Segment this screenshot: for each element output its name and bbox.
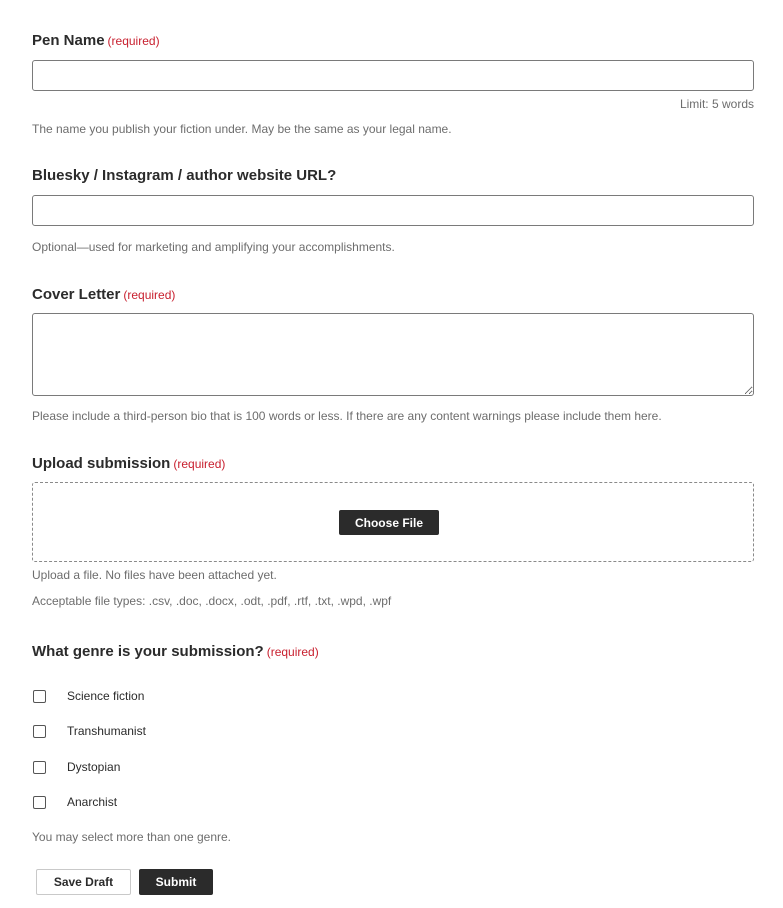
genre-option-label: Transhumanist (67, 724, 146, 738)
genre-option-label: Anarchist (67, 795, 118, 809)
required-indicator: (required) (107, 34, 160, 48)
cover-letter-help: Please include a third-person bio that is 100 words or less. If there are any content warnings please include them here. (32, 409, 662, 423)
file-dropzone[interactable] (32, 482, 754, 562)
upload-label-text: Upload submission (32, 455, 171, 472)
upload-status: Upload a file. No files have been attached yet. (32, 568, 277, 582)
required-indicator: (required) (266, 645, 319, 659)
genre-help: You may select more than one genre. (32, 830, 232, 844)
genre-label (32, 643, 319, 660)
cover-letter-label-text: Cover Letter (32, 286, 121, 303)
genre-checkbox-dystopian[interactable] (33, 761, 46, 774)
required-indicator: (required) (123, 288, 176, 302)
genre-checkbox-transhumanist[interactable] (33, 725, 46, 738)
social-url-input[interactable] (32, 195, 754, 226)
genre-option-science-fiction[interactable] (32, 688, 145, 704)
choose-file-button[interactable]: Choose File (339, 510, 439, 535)
pen-name-label (32, 32, 160, 49)
pen-name-word-limit: Limit: 5 words (679, 97, 754, 111)
cover-letter-textarea[interactable] (32, 313, 754, 396)
pen-name-help: The name you publish your fiction under. May be the same as your legal name. (32, 122, 452, 136)
upload-file-types: Acceptable file types: .csv, .doc, .docx, .odt, .pdf, .rtf, .txt, .wpd, .wpf (32, 594, 392, 608)
social-url-label-text: Bluesky / Instagram / author website URL? (32, 167, 337, 184)
cover-letter-label (32, 286, 175, 303)
social-url-label (32, 167, 336, 184)
genre-option-dystopian[interactable] (32, 759, 121, 775)
upload-label (32, 455, 225, 472)
genre-option-transhumanist[interactable] (32, 723, 146, 739)
required-indicator: (required) (173, 457, 226, 471)
pen-name-label-text: Pen Name (32, 32, 105, 49)
social-url-help: Optional—used for marketing and amplifying your accomplishments. (32, 240, 395, 254)
genre-option-label: Dystopian (67, 760, 121, 774)
genre-checkbox-anarchist[interactable] (33, 796, 46, 809)
genre-option-label: Science fiction (67, 689, 145, 703)
genre-option-anarchist[interactable] (32, 794, 118, 810)
genre-label-text: What genre is your submission? (32, 643, 264, 660)
save-draft-button[interactable]: Save Draft (36, 869, 131, 895)
submit-button[interactable]: Submit (139, 869, 213, 895)
genre-checkbox-science-fiction[interactable] (33, 690, 46, 703)
pen-name-input[interactable] (32, 60, 754, 91)
